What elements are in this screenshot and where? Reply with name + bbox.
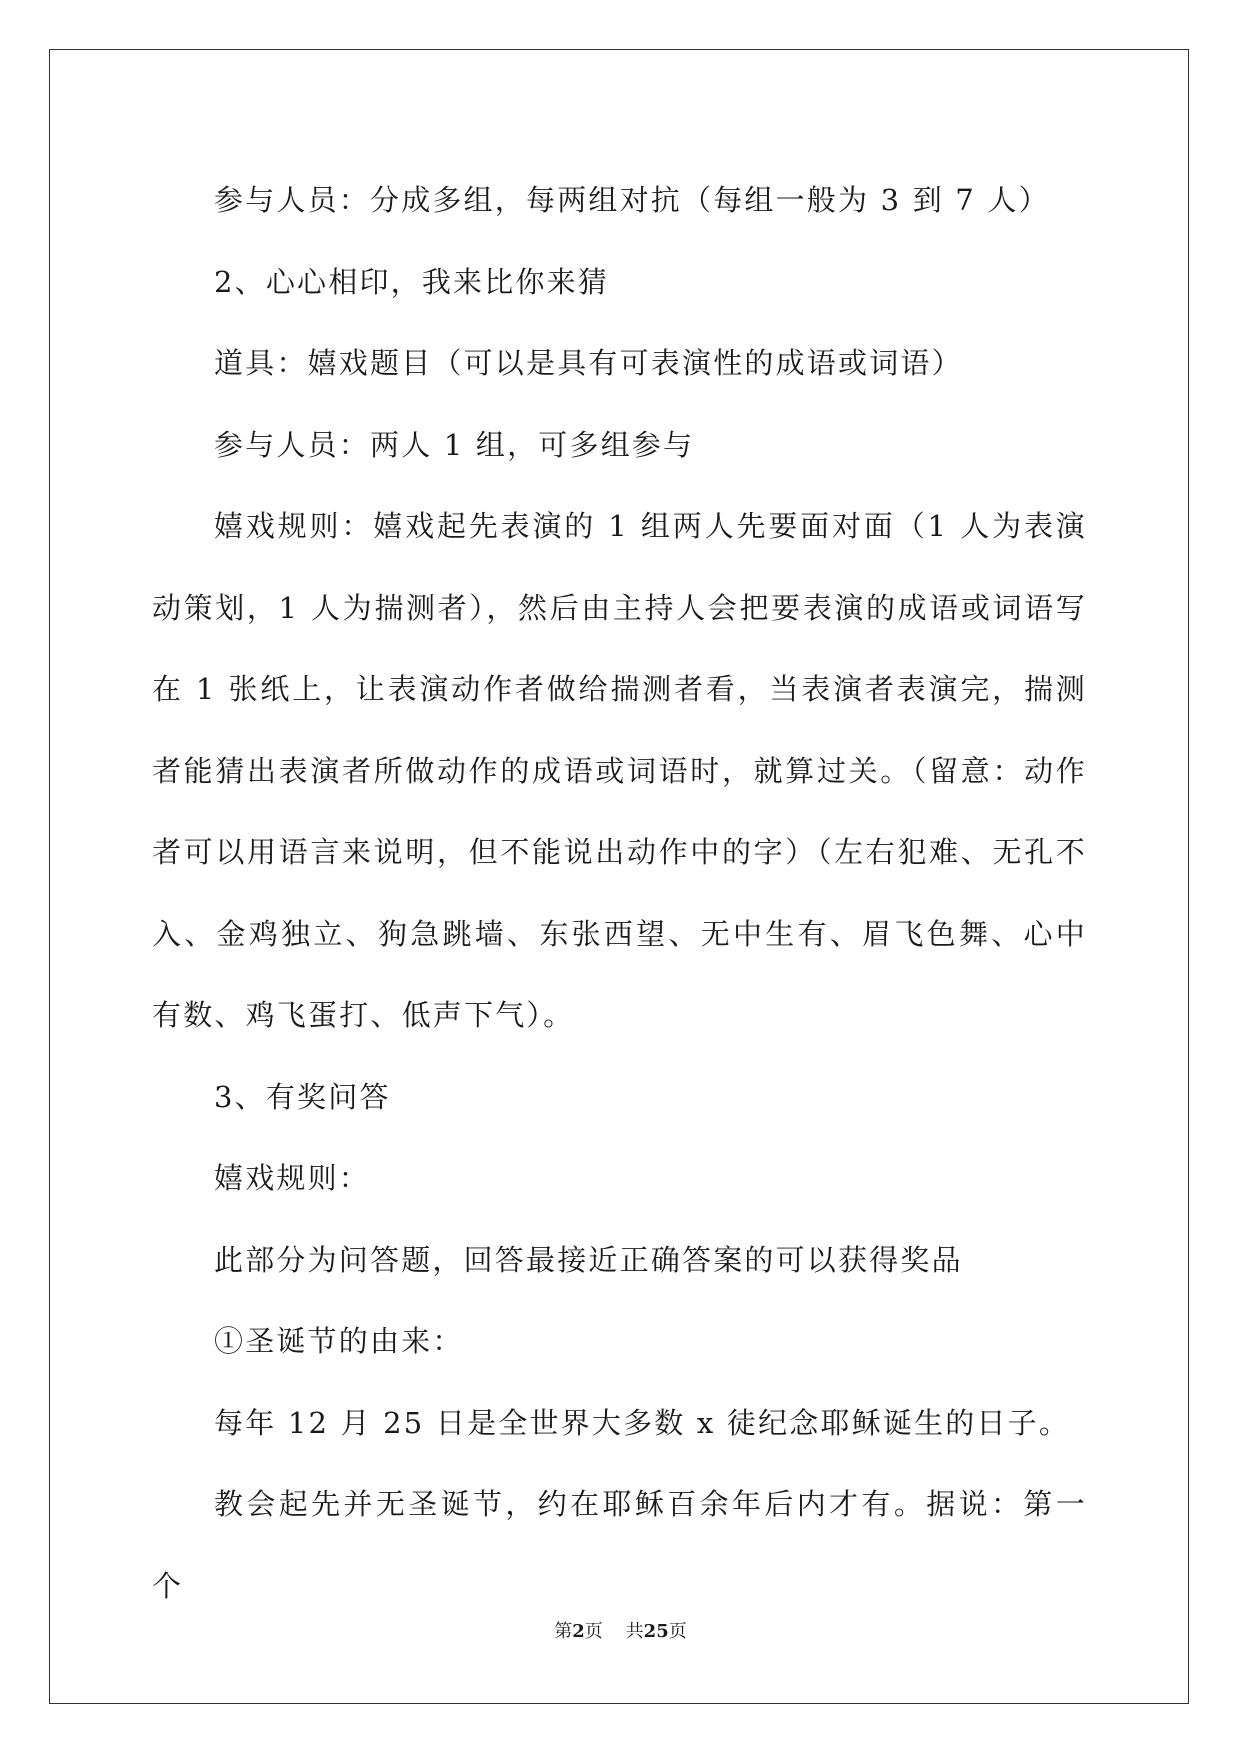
footer-middle: 页 共 [584, 1621, 644, 1642]
paragraph: 每年 12 月 25 日是全世界大多数 x 徒纪念耶稣诞生的日子。 [214, 1405, 1071, 1440]
section-heading: 2、心心相印，我来比你来猜 [214, 264, 610, 299]
total-page-count: 25 [643, 1621, 669, 1642]
footer-prefix: 第 [554, 1621, 573, 1642]
paragraph: 此部分为问答题，回答最接近正确答案的可以获得奖品 [214, 1242, 963, 1277]
footer-suffix: 页 [668, 1621, 687, 1642]
section-heading: 3、有奖问答 [214, 1079, 391, 1114]
paragraph: 嬉戏规则： [214, 1161, 371, 1195]
document-body [152, 160, 1087, 1627]
page-footer [0, 1617, 1241, 1643]
paragraph: 嬉戏规则：嬉戏起先表演的 1 组两人先要面对面（1 人为表演动策划，1 人为揣测者），然后由主持人会把要表演的成语或词语写在 1 张纸上，让表演动作者做给揣测者看，当表演者表演完，揣测者能猜出表演者所做动作的成语或词语时，就算过关。（留意：动作者可以用语言来说明，但不能说出动作中的字）（左右犯难、无孔不入、金鸡独立、狗急跳墙、东张西望、无中生有、眉飞色舞、心中有数、鸡飞蛋打、低声下气）。 [152, 509, 1087, 1032]
paragraph: 道具：嬉戏题目（可以是具有可表演性的成语或词语） [214, 346, 963, 380]
paragraph: 参与人员：两人 1 组，可多组参与 [214, 427, 695, 462]
paragraph: 参与人员：分成多组，每两组对抗（每组一般为 3 到 7 人） [214, 183, 1050, 217]
paragraph: 教会起先并无圣诞节，约在耶稣百余年后内才有。据说：第一个 [152, 1487, 1087, 1603]
paragraph: ①圣诞节的由来： [214, 1324, 464, 1358]
current-page-number: 2 [572, 1621, 585, 1642]
